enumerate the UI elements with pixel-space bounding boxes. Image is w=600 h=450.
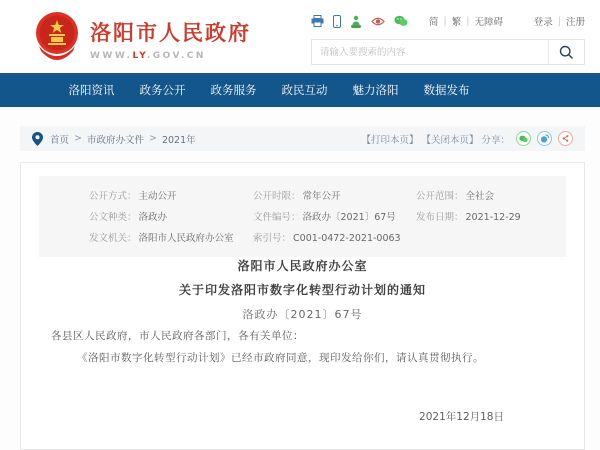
meta-publish-date: 发布日期： 2021-12-29 [416, 212, 521, 223]
mobile-icon[interactable] [333, 15, 341, 28]
breadcrumb-separator: > [74, 133, 82, 144]
nav-item-data-release[interactable]: 数据发布 [423, 83, 470, 97]
nav-item-charm-luoyang[interactable]: 魅力洛阳 [352, 83, 399, 97]
elderly-version-icon[interactable] [350, 15, 362, 28]
main-nav [0, 73, 600, 107]
separator: | [443, 15, 447, 27]
nav-item-gov-openness[interactable]: 政务公开 [139, 83, 186, 97]
document-paragraph-salutation: 各县区人民政府，市人民政府各部门，各有关单位： [51, 330, 304, 342]
close-page-button[interactable]: 【关闭本页】 [421, 134, 479, 146]
site-header [0, 0, 600, 73]
document-title-subject: 关于印发洛阳市数字化转型行动计划的通知 [178, 283, 426, 297]
wechat-share-icon[interactable] [516, 131, 531, 146]
auth-links [534, 14, 585, 28]
document-number: 洛政办〔2021〕67号 [242, 308, 363, 321]
separator: | [466, 15, 470, 27]
share-label: 分享： [481, 134, 510, 146]
language-switch [429, 14, 503, 28]
meta-row [39, 228, 566, 249]
breadcrumb-separator: > [149, 133, 157, 144]
document-title-org: 洛阳市人民政府办公室 [237, 259, 368, 273]
meta-open-period: 公开时限： 常年公开 [253, 191, 341, 202]
national-emblem-icon [33, 10, 81, 60]
breadcrumb [50, 132, 196, 146]
page-tools [361, 131, 573, 146]
utility-bar [311, 13, 585, 29]
search-icon [559, 45, 574, 60]
meta-index-number: 索引号： C001-0472-2021-0063 [253, 233, 401, 244]
nav-item-luoyang-news[interactable]: 洛阳资讯 [68, 83, 115, 97]
accessibility-eye-icon[interactable] [371, 16, 385, 27]
breadcrumb-home[interactable]: 首页 [50, 134, 70, 146]
site-url-prefix: WWW. [90, 51, 133, 61]
meta-doc-type: 公文种类： 洛政办 [89, 212, 168, 223]
breadcrumb-year-2021[interactable]: 2021年 [161, 134, 196, 146]
lang-simplified-link[interactable]: 简 [429, 17, 439, 28]
nav-item-gov-services[interactable]: 政务服务 [210, 83, 257, 97]
meta-issuing-agency: 发文机关： 洛阳市人民政府办公室 [89, 233, 234, 244]
meta-row [39, 186, 566, 207]
more-share-icon[interactable] [558, 131, 573, 146]
weibo-share-icon[interactable] [537, 131, 552, 146]
nav-item-interaction[interactable]: 政民互动 [281, 83, 328, 97]
separator: | [557, 15, 561, 27]
article-panel [20, 162, 585, 450]
document-paragraph-body: 《洛阳市数字化转型行动计划》已经市政府同意，现印发给你们，请认真贯彻执行。 [77, 352, 484, 364]
search-input[interactable] [312, 47, 548, 58]
meta-row [39, 207, 566, 228]
login-link[interactable]: 登录 [533, 17, 553, 28]
meta-open-scope: 公开范围： 全社会 [416, 191, 495, 202]
breadcrumb-bar [20, 126, 585, 151]
search-button[interactable] [548, 40, 584, 64]
site-title: 洛阳市人民政府 [90, 21, 251, 45]
lang-traditional-link[interactable]: 繁 [451, 17, 462, 28]
site-url-highlight: LY [132, 51, 147, 61]
site-logo[interactable] [33, 10, 251, 61]
document-date: 2021年12月18日 [419, 411, 504, 423]
register-link[interactable]: 注册 [565, 17, 585, 28]
print-page-button[interactable]: 【打印本页】 [361, 134, 419, 146]
printer-icon[interactable] [311, 15, 324, 27]
breadcrumb-gov-files[interactable]: 市政府办文件 [86, 134, 144, 146]
utility-icons [311, 15, 408, 28]
accessibility-link[interactable]: 无障碍 [474, 17, 503, 28]
document-meta-table [39, 176, 566, 257]
meta-doc-number: 文件编号： 洛政办〔2021〕67号 [253, 212, 396, 223]
meta-open-method: 公开方式： 主动公开 [89, 191, 177, 202]
site-url-suffix: .GOV.CN [146, 51, 206, 61]
search-bar [311, 39, 585, 65]
location-pin-icon [32, 132, 43, 146]
site-url [90, 51, 251, 61]
wechat-icon[interactable] [394, 15, 408, 27]
